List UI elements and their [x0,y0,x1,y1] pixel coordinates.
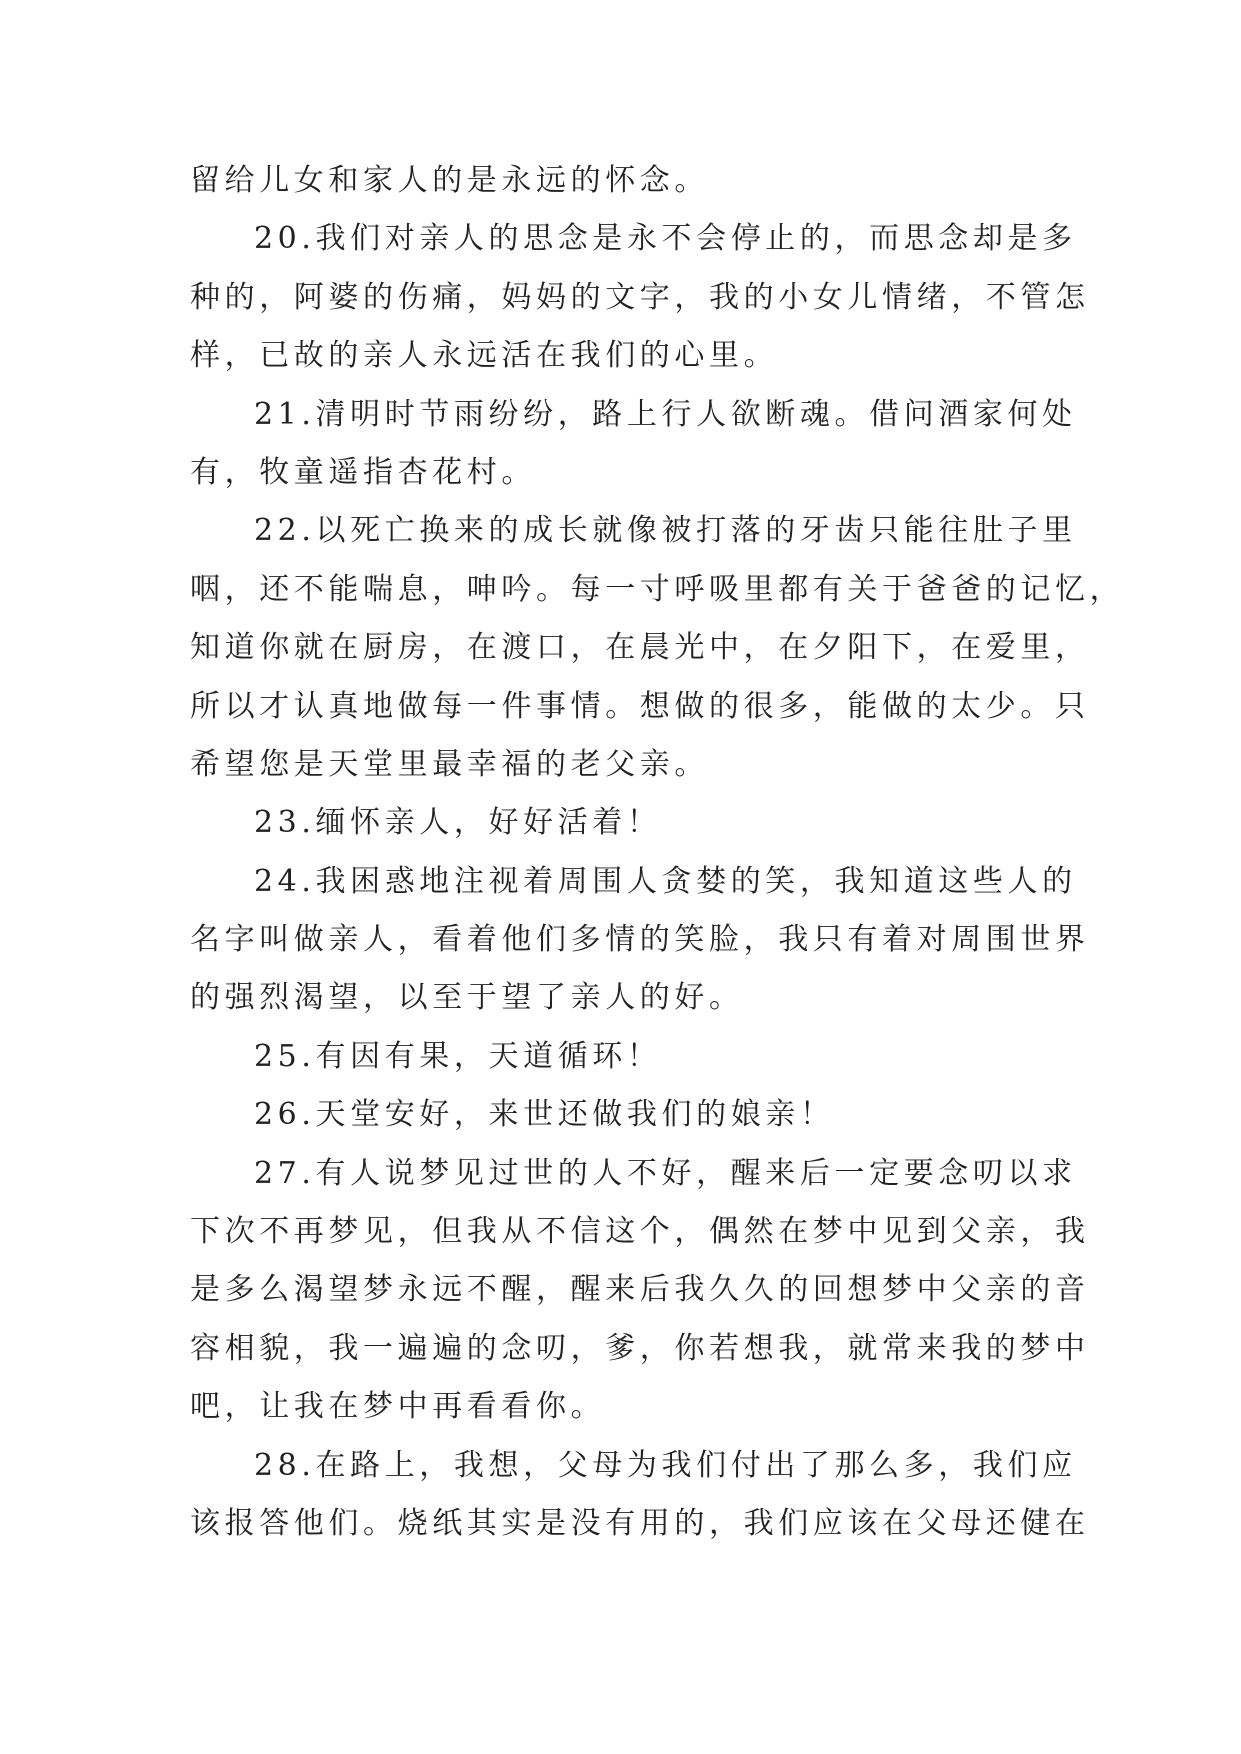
text-line: 该报答他们。烧纸其实是没有用的，我们应该在父母还健在 [190,1505,1090,1541]
text-line: 有，牧童遥指杏花村。 [190,454,536,490]
text-line: 希望您是天堂里最幸福的老父亲。 [190,746,709,782]
text-line: 的强烈渴望，以至于望了亲人的好。 [190,980,744,1016]
paragraph [190,152,1060,210]
text-line: 容相貌，我一遍遍的念叨，爹，你若想我，就常来我的梦中 [190,1330,1090,1366]
text-line: 所以才认真地做每一件事情。想做的很多，能做的太少。只 [190,688,1090,724]
paragraph [190,1086,1060,1144]
text-line: 24.我困惑地注视着周围人贪婪的笑，我知道这些人的 [254,863,1077,899]
text-line: 下次不再梦见，但我从不信这个，偶然在梦中见到父亲，我 [190,1214,1090,1250]
paragraph [190,502,1125,794]
paragraph [190,210,1090,385]
text-line: 吧，让我在梦中再看看你。 [190,1389,606,1425]
text-line: 知道你就在厨房，在渡口，在晨光中，在夕阳下，在爱里， [190,630,1090,666]
paragraph [190,1028,1060,1086]
text-line: 23.缅怀亲人，好好活着！ [254,805,662,841]
text-line: 种的，阿婆的伤痛，妈妈的文字，我的小女儿情绪，不管怎 [190,279,1090,315]
text-line: 27.有人说梦见过世的人不好，醒来后一定要念叨以求 [254,1155,1077,1191]
text-line: 26.天堂安好，来世还做我们的娘亲！ [254,1097,835,1133]
paragraph [190,1437,1090,1554]
text-line: 咽，还不能喘息，呻吟。每一寸呼吸里都有关于爸爸的记忆， [190,571,1125,607]
text-line: 21.清明时节雨纷纷，路上行人欲断魂。借问酒家何处 [254,396,1077,432]
text-line: 25.有因有果，天道循环！ [254,1038,662,1074]
text-line: 22.以死亡换来的成长就像被打落的牙齿只能往肚子里 [254,513,1077,549]
text-line: 28.在路上，我想，父母为我们付出了那么多，我们应 [254,1447,1077,1483]
text-line: 样，已故的亲人永远活在我们的心里。 [190,338,779,374]
paragraph [190,794,1060,852]
paragraph [190,853,1090,1028]
text-line: 是多么渴望梦永远不醒，醒来后我久久的回想梦中父亲的音 [190,1272,1090,1308]
text-line: 留给儿女和家人的是永远的怀念。 [190,163,709,198]
document-body [190,152,1125,1553]
paragraph [190,1145,1090,1437]
paragraph [190,386,1077,503]
text-line: 20.我们对亲人的思念是永不会停止的，而思念却是多 [254,221,1077,257]
text-line: 名字叫做亲人，看着他们多情的笑脸，我只有着对周围世界 [190,922,1090,958]
